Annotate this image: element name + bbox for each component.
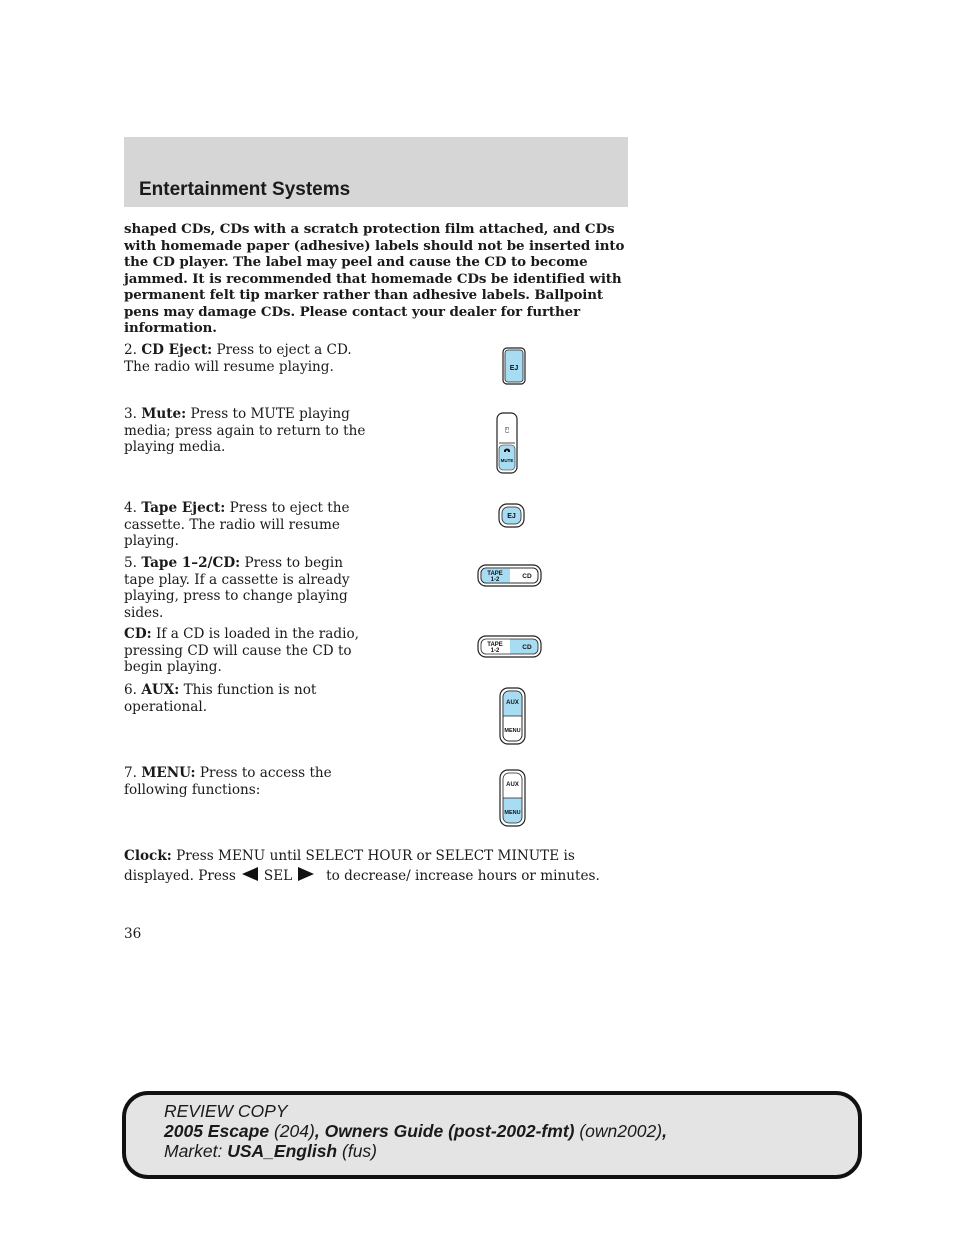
tape-cd-button-illustration-cd-lit xyxy=(477,635,542,662)
item-term: Tape 1–2/CD: xyxy=(141,555,241,571)
item-desc: Press to eject the cassette. The radio will resume playing. xyxy=(124,500,350,549)
item-term: MENU: xyxy=(141,765,196,781)
ej-side-label: EJ xyxy=(503,427,509,433)
item-tape-cd: 5. Tape 1–2/CD: Press to begin tape play. If a cassette is already playing, press to change playing sides. xyxy=(124,555,350,621)
item-term: Mute: xyxy=(141,406,187,422)
item-desc: If a CD is loaded in the radio, pressing CD will cause the CD to begin playing. xyxy=(124,626,359,675)
tape-eject-button-illustration xyxy=(498,503,525,532)
model-name: 2005 Escape xyxy=(164,1121,270,1141)
market-name: USA_English xyxy=(227,1141,338,1161)
cd-eject-button-illustration xyxy=(502,347,526,389)
item-desc: This function is not operational. xyxy=(124,682,317,715)
tape-label: TAPE xyxy=(487,642,503,648)
item-desc: Press to begin tape play. If a cassette is already playing, press to change playing sides. xyxy=(124,555,350,621)
aux-label: AUX xyxy=(506,700,519,706)
item-term: CD Eject: xyxy=(141,342,213,358)
ej-label: EJ xyxy=(509,365,519,372)
review-label: REVIEW COPY xyxy=(164,1101,288,1121)
clock-term: Clock: xyxy=(124,848,172,864)
aux-menu-button-illustration-menu-lit xyxy=(499,769,526,831)
item-mute: 3. Mute: Press to MUTE playing media; press again to return to the playing media. xyxy=(124,406,366,455)
mute-label: MUTE xyxy=(500,458,514,463)
aux-menu-button-illustration-aux-lit xyxy=(499,687,526,749)
section-header xyxy=(124,137,628,207)
tape-ej-label: EJ xyxy=(507,513,516,520)
cd-label: CD xyxy=(522,573,532,580)
item-term: AUX: xyxy=(141,682,180,698)
clock-instructions: Clock: Press MENU until SELECT HOUR or SELECT MINUTE is displayed. Press SEL to decrease/ increase hours or minutes. xyxy=(124,846,624,887)
item-cd-eject: 2. CD Eject: Press to eject a CD. The radio will resume playing. xyxy=(124,342,352,375)
item-term: Tape Eject: xyxy=(141,500,226,516)
menu-label: MENU xyxy=(504,810,521,816)
tape-cd-button-illustration-tape-lit xyxy=(477,564,542,591)
section-title: Entertainment Systems xyxy=(139,179,351,200)
item-aux: 6. AUX: This function is not operational. xyxy=(124,682,317,715)
item-tape-eject: 4. Tape Eject: Press to eject the cassette. The radio will resume playing. xyxy=(124,500,350,549)
page-number: 36 xyxy=(124,926,142,942)
tape-sides-label: 1-2 xyxy=(490,577,500,583)
item-term: CD: xyxy=(124,626,152,642)
item-desc: Press to eject a CD. The radio will resume playing. xyxy=(124,342,352,375)
left-arrow-icon xyxy=(242,867,258,887)
item-menu: 7. MENU: Press to access the following functions: xyxy=(124,765,332,798)
item-cd xyxy=(124,626,370,676)
guide-name: Owners Guide (post-2002-fmt) xyxy=(324,1121,575,1141)
review-copy-footer: REVIEW COPY 2005 Escape (204), Owners Guide (post-2002-fmt) (own2002), Market: USA_English (fus) xyxy=(122,1091,862,1179)
tape-sides-label: 1-2 xyxy=(490,648,500,654)
mute-button-illustration xyxy=(496,412,518,478)
right-arrow-icon xyxy=(298,867,314,887)
item-desc: Press to access the following functions: xyxy=(124,765,332,798)
menu-label: MENU xyxy=(504,728,521,734)
cd-label: CD xyxy=(522,644,532,651)
cd-warning-paragraph: shaped CDs, CDs with a scratch protection film attached, and CDs with homemade paper (adhesive) labels should not be inserted into the CD player. The label may peel and cause the CD to become jammed. It is recommended that homemade CDs be identified with permanent felt tip marker rather than adhesive labels. Ballpoint pens may damage CDs. Please contact your dealer for further information. xyxy=(124,221,625,336)
tape-label: TAPE xyxy=(487,571,503,577)
aux-label: AUX xyxy=(506,782,519,788)
item-desc: Press to MUTE playing media; press again to return to the playing media. xyxy=(124,406,366,455)
